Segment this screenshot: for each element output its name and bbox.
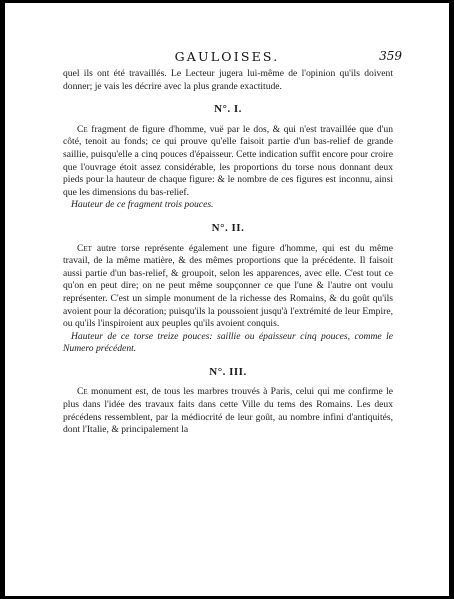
section-caption-2: Hauteur de ce torse treize pouces: saillie ou épaisseur cinq pouces, comme le Numero précédent.: [63, 330, 393, 355]
section-caption-1: Hauteur de ce fragment trois pouces.: [71, 199, 214, 211]
body-text: [63, 68, 393, 437]
book-page: [5, 3, 449, 596]
section-lead-1: Ce: [77, 123, 88, 135]
page-number: 359: [379, 49, 402, 63]
section-text-2: autre torse représente également une figure d'homme, qui est du même travail, de la même matière, & des mêmes proportions que la précédente. Il faisoit aussi partie d'un bas-relief, & groupoit, selon les apparences, avec elle. C'est tout ce qu'on en peut dire; on ne peut même soupçonner ce que l'une & l'autre ont voulu représenter. C'est un simple monument de la richesse des Romains, & du goût qu'ils avoient pour la décoration; puisqu'ils la poussoient jusqu'à l'extrémité de leur Empire, ou qu'ils l'inspiroient aux peuples qu'ils avoient conquis.: [63, 242, 393, 330]
running-head: GAULOISES.: [174, 49, 280, 64]
section-text-1: fragment de figure d'homme, vuë par le dos, & qui n'est travaillée que d'un côté, tenoit au fonds; ce qui prouve qu'elle faisoit partie d'un bas-relief de grande saillie, puisqu'elle a cinq pouces d'épaisseur. Cette indication suffit encore pour croire que l'ouvrage étoit assez considérable, les proportions du torse nous donnant deux pieds pour la hauteur de chaque figure: & le nombre de ces figures est inconnu, ainsi que les dimensions du bas-relief.: [63, 123, 393, 198]
section-lead-2: Cet: [77, 242, 92, 254]
section-paragraph-2: [63, 243, 393, 331]
section-heading-2: N°. II.: [211, 221, 245, 234]
section-lead-3: Ce: [77, 386, 88, 398]
section-heading-1: N°. I.: [214, 103, 242, 116]
section-paragraph-3: [63, 386, 393, 436]
section-heading-3: N°. III.: [209, 365, 247, 378]
section-paragraph-1: [63, 124, 393, 200]
intro-paragraph: quel ils ont été travaillés. Le Lecteur jugera lui-même de l'opinion qu'ils doivent donner; je vais les décrire avec la plus grande exactitude.: [63, 68, 393, 92]
section-text-3: monument est, de tous les marbres trouvés à Paris, celui qui me confirme le plus dans l'idée des travaux faits dans cette Ville du tems des Romains. Les deux précédens ressemblent, par la médiocrité de leur goût, au nombre infini d'antiquités, dont l'Italie, & principalement la: [63, 386, 393, 436]
